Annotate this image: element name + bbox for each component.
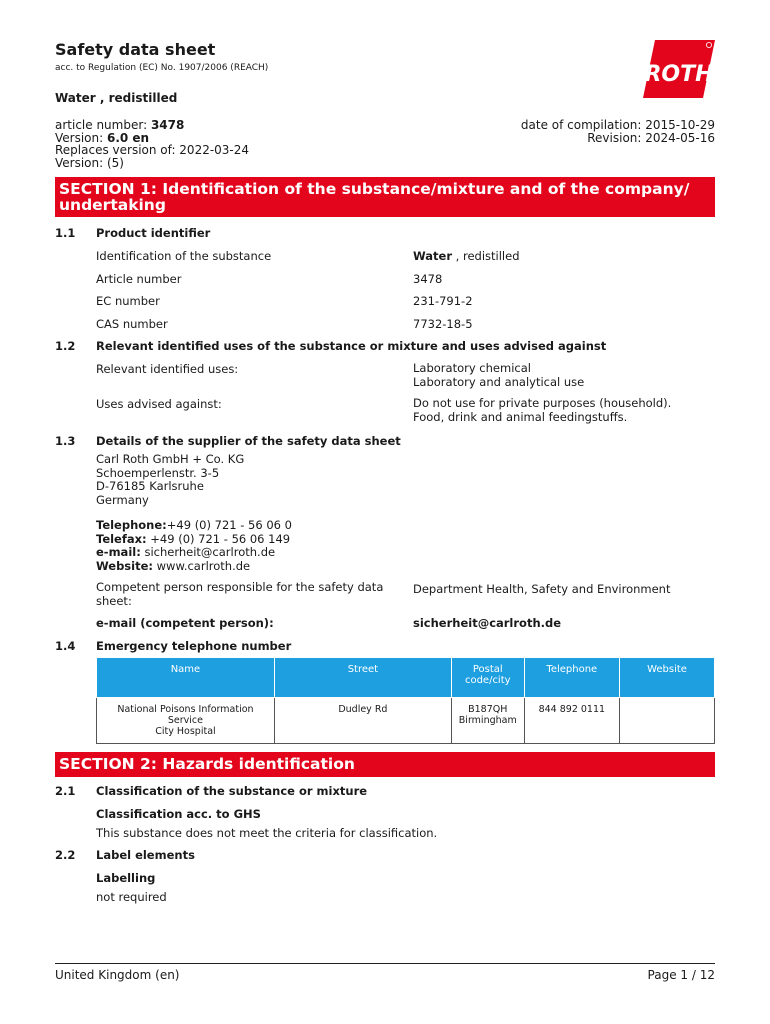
section-1-3-number: 1.3 [55,434,76,448]
article-number-label: Article number [96,272,182,286]
competent-person-label: Competent person responsible for the safety data sheet: [96,580,384,608]
id-substance-value: Water , redistilled [413,249,520,263]
table-row [97,698,715,744]
labelling-text: not required [96,890,167,904]
ec-number-value: 231-791-2 [413,294,473,308]
footer-divider [55,963,715,964]
cell-name: National Poisons Information Service City Hospital [97,698,275,744]
section-2-1-heading: Classification of the substance or mixture [96,784,368,798]
product-name: Water , redistilled [55,91,178,105]
cell-telephone: 844 892 0111 [524,698,619,744]
section-1-3-heading: Details of the supplier of the safety data sheet [96,434,401,448]
section-2-1-number: 2.1 [55,784,76,798]
table-header-row [97,658,715,698]
telephone-value: +49 (0) 721 - 56 06 0 [166,518,292,532]
classification-ghs-heading: Classification acc. to GHS [96,807,261,821]
cell-street: Dudley Rd [274,698,451,744]
section-2-2-heading: Label elements [96,848,195,862]
cell-website [620,698,715,744]
cas-number-label: CAS number [96,317,168,331]
section-1-4-heading: Emergency telephone number [96,639,292,653]
competent-email-value[interactable]: sicherheit@carlroth.de [413,616,562,630]
classification-text: This substance does not meet the criteria for classification. [96,826,438,840]
telefax-value: +49 (0) 721 - 56 06 149 [146,531,291,546]
competent-email-label: e-mail (competent person): [96,616,274,630]
section-1-1-number: 1.1 [55,226,76,240]
section-1-4-number: 1.4 [55,639,76,653]
logo-text: ROTH [644,62,714,87]
uses-advised-label: Uses advised against: [96,397,222,411]
cas-number-value: 7732-18-5 [413,317,473,331]
emergency-table [96,657,715,744]
ec-number-label: EC number [96,294,160,308]
roth-logo [643,40,715,98]
website-link[interactable]: www.carlroth.de [153,558,251,573]
section-1-2-heading: Relevant identified uses of the substance or mixture and uses advised against [96,339,607,353]
section-1-header: SECTION 1: Identification of the substance/mixture and of the company/ undertaking [55,177,715,217]
section-2-2-number: 2.2 [55,848,76,862]
competent-person-value: Department Health, Safety and Environment [413,582,671,596]
footer-locale: United Kingdom (en) [55,968,180,982]
document-meta-right: date of compilation: 2015-10-29 Revision: 2024-05-16 [520,118,715,145]
section-1-1-heading: Product identifier [96,226,211,240]
col-telephone: Telephone [524,658,619,698]
uses-value: Laboratory chemical Laboratory and analytical use [413,361,585,389]
col-postal: Postal code/city [451,658,524,698]
supplier-contacts: Telephone:+49 (0) 721 - 56 06 0 Telefax: +49 (0) 721 - 56 06 149 e-mail: sicherheit@carlroth.de Website: www.carlroth.de [96,518,292,573]
section-1-2-number: 1.2 [55,339,76,353]
uses-label: Relevant identified uses: [96,362,239,376]
id-substance-label: Identification of the substance [96,249,272,263]
email-link[interactable]: sicherheit@carlroth.de [140,545,276,559]
labelling-heading: Labelling [96,871,156,885]
col-website: Website [620,658,715,698]
col-street: Street [274,658,451,698]
document-title: Safety data sheet [55,40,216,59]
section-2-header: SECTION 2: Hazards identification [55,752,715,777]
cell-postal: B187QH Birmingham [451,698,524,744]
document-meta-left: article number: 3478 Version: 6.0 en Replaces version of: 2022-03-24 Version: (5) [55,118,250,170]
article-number-value: 3478 [413,272,443,286]
supplier-address: Carl Roth GmbH + Co. KG Schoemperlenstr. 3-5 D-76185 Karlsruhe Germany [96,452,245,507]
regulation-subtitle: acc. to Regulation (EC) No. 1907/2006 (REACH) [55,63,269,73]
uses-advised-value: Do not use for private purposes (household). Food, drink and animal feedingstuffs. [413,396,672,424]
page-number: Page 1 / 12 [647,968,715,982]
col-name: Name [97,658,275,698]
